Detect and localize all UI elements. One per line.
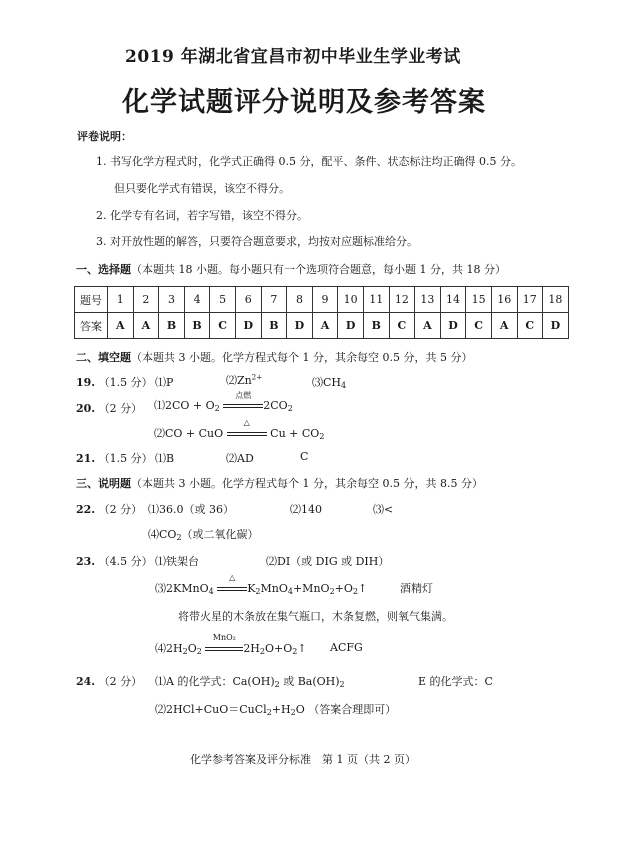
table-cell: 3 (159, 287, 185, 313)
q19-number: 19. (76, 376, 96, 389)
q22-answer-3: ⑶< (373, 503, 394, 516)
q23-row (76, 553, 153, 569)
table-row-numbers (75, 287, 569, 313)
q21-number: 21. (76, 452, 96, 465)
section3-header (76, 475, 483, 491)
table-cell: A (415, 313, 441, 339)
table-cell: D (440, 313, 466, 339)
note-2: 2. 化学专有名词，若字写错，该空不得分。 (96, 209, 308, 222)
table-cell: B (363, 313, 389, 339)
q20-equation-2: ⑵CO + CuO △ $Cu + CO_2$ (154, 418, 325, 441)
q21-answer-2: ⑵AD (226, 452, 254, 465)
q24-score: （2 分） (98, 675, 143, 688)
q24-answer-2: $⑵2HCl+CuO=CuCl_2+H_2O$ （答案合理即可） (155, 703, 397, 717)
table-cell: D (338, 313, 364, 339)
table-cell: 13 (415, 287, 441, 313)
table-cell: C (517, 313, 543, 339)
q19-answer-3: $⑶CH_4$ (312, 376, 347, 390)
q23-score: （4.5 分） (98, 555, 153, 568)
q20-score: （2 分） (98, 402, 143, 415)
table-cell: 12 (389, 287, 415, 313)
table-cell: D (287, 313, 313, 339)
q20-equation-1: ⑴2CO + $O_2$ 点燃 $2CO_2$ (154, 391, 293, 413)
page-footer: 化学参考答案及评分标准 第 1 页（共 2 页） (190, 753, 416, 766)
note-1: 1. 书写化学方程式时，化学式正确得 0.5 分，配平、条件、状态标注均正确得 0.5 分。 (96, 155, 522, 168)
condition-arrow: △ (217, 582, 247, 596)
table-cell: 7 (261, 287, 287, 313)
q24-answer-1-e: E 的化学式：C (418, 675, 493, 688)
table-row-answers (75, 313, 569, 339)
table-head-answer: 答案 (75, 313, 108, 339)
section2-desc: （本题共 3 小题。化学方程式每个 1 分，其余每空 0.5 分，共 5 分） (131, 351, 473, 364)
table-cell: 5 (210, 287, 236, 313)
table-cell: 16 (491, 287, 517, 313)
table-cell: 17 (517, 287, 543, 313)
table-cell: C (466, 313, 492, 339)
q22-answer-4: $⑷CO_2$（或二氧化碳） (148, 528, 259, 542)
q23-answer-3-note: 将带火星的木条放在集气瓶口，木条复燃，则氧气集满。 (178, 610, 453, 623)
q21-answer-3: C (300, 450, 309, 463)
q24-number: 24. (76, 675, 96, 688)
table-cell: B (261, 313, 287, 339)
q24-answer-1: ⑴A 的化学式：$Ca(OH)_2$ 或 $Ba(OH)_2$ (155, 675, 345, 689)
condition-arrow: MnO₂ (205, 642, 243, 656)
q22-score: （2 分） (98, 503, 143, 516)
table-cell: 1 (108, 287, 134, 313)
q19-answer-1: ⑴P (155, 376, 174, 389)
table-cell: A (491, 313, 517, 339)
table-cell: A (133, 313, 159, 339)
section2-label: 二、填空题 (76, 351, 131, 364)
table-cell: D (235, 313, 261, 339)
q19-score: （1.5 分） (98, 376, 153, 389)
section1-header (76, 261, 506, 277)
section3-desc: （本题共 3 小题。化学方程式每个 1 分，其余每空 0.5 分，共 8.5 分） (131, 477, 483, 490)
table-cell: 9 (312, 287, 338, 313)
q22-number: 22. (76, 503, 96, 516)
table-cell: D (543, 313, 569, 339)
table-cell: 4 (184, 287, 210, 313)
section3-label: 三、说明题 (76, 477, 131, 490)
table-cell: 2 (133, 287, 159, 313)
table-cell: 15 (466, 287, 492, 313)
section2-header (76, 349, 472, 365)
q23-number: 23. (76, 555, 96, 568)
q23-answer-4-extra: ACFG (330, 641, 363, 654)
q24-row (76, 673, 142, 689)
note-1-cont: 但只要化学式有错误，该空不得分。 (114, 182, 290, 195)
table-cell: A (108, 313, 134, 339)
table-cell: 6 (235, 287, 261, 313)
condition-arrow: 点燃 (223, 399, 263, 413)
table-cell: B (184, 313, 210, 339)
exam-title: 2019 年湖北省宜昌市初中毕业生学业考试 (125, 47, 461, 67)
table-cell: B (159, 313, 185, 339)
q23-equation-4: $⑷2H_2O_2$ MnO₂ $2H_2O+O_2↑$ (155, 633, 307, 656)
doc-title: 化学试题评分说明及参考答案 (122, 87, 486, 118)
q23-answer-1: ⑴铁架台 (155, 555, 199, 568)
table-cell: 14 (440, 287, 466, 313)
answer-table (74, 286, 569, 339)
q20-number: 20. (76, 402, 96, 415)
q21-score: （1.5 分） (98, 452, 153, 465)
q22-answer-2: ⑵140 (290, 503, 322, 516)
q22-row (76, 501, 142, 517)
q23-answer-3-extra: 酒精灯 (400, 582, 433, 595)
section1-label: 一、选择题 (76, 263, 131, 276)
q21-row (76, 450, 153, 466)
table-cell: C (389, 313, 415, 339)
q22-answer-1: ⑴36.0（或 36） (148, 503, 234, 516)
q20-row (76, 400, 142, 416)
q21-answer-1: ⑴B (155, 452, 175, 465)
q23-equation-3: ⑶2KMnO$_4$ △ $K_2MnO_4+MnO_2+O_2↑$ (155, 573, 368, 596)
table-cell: 10 (338, 287, 364, 313)
condition-arrow: △ (227, 427, 267, 441)
table-cell: C (210, 313, 236, 339)
table-head-number: 题号 (75, 287, 108, 313)
section1-desc: （本题共 18 小题。每小题只有一个选项符合题意，每小题 1 分，共 18 分） (131, 263, 506, 276)
table-cell: 18 (543, 287, 569, 313)
q23-answer-2: ⑵DI（或 DIG 或 DIH） (266, 555, 390, 568)
q19-answer-2: $⑵Zn^{2+}$ (226, 373, 263, 387)
table-cell: 11 (363, 287, 389, 313)
notes-heading: 评卷说明： (77, 130, 132, 143)
q19-row (76, 374, 153, 390)
table-cell: A (312, 313, 338, 339)
table-cell: 8 (287, 287, 313, 313)
note-3: 3. 对开放性题的解答，只要符合题意要求，均按对应题标准给分。 (96, 235, 418, 248)
